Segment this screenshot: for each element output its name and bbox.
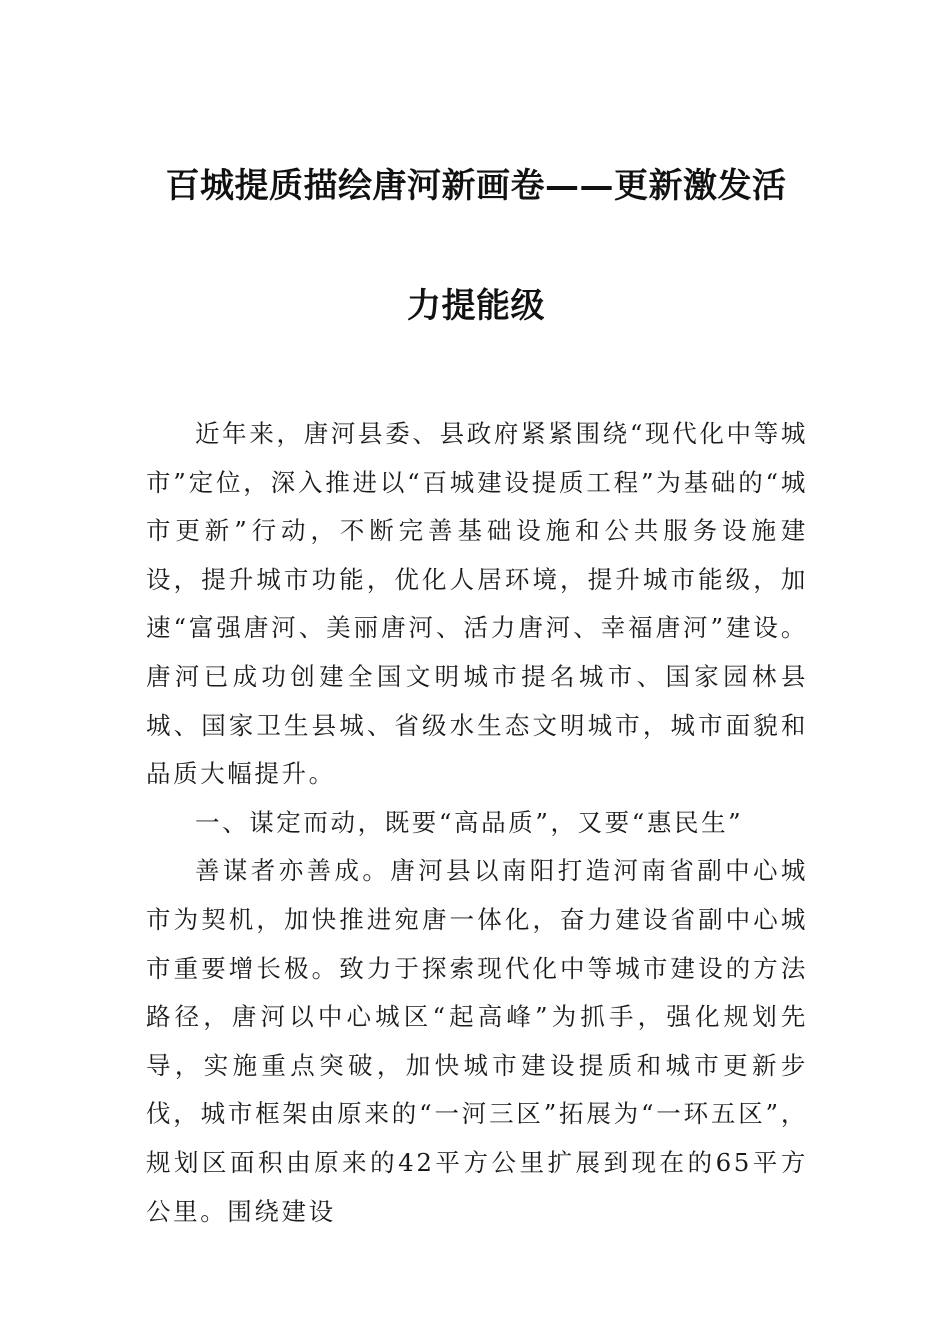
document-title-line-2: 力提能级	[407, 286, 545, 326]
section-heading-1: 一、谋定而动，既要“高品质”，又要“惠民生”	[195, 807, 744, 837]
document-body	[146, 410, 808, 1236]
document-title-line-1: 百城提质描绘唐河新画卷——更新激发活	[165, 166, 787, 206]
paragraph-section-1: 善谋者亦善成。唐河县以南阳打造河南省副中心城市为契机，加快推进宛唐一体化，奋力建设省副中心城市重要增长极。致力于探索现代化中等城市建设的方法路径，唐河以中心城区“起高峰”为抓手，强化规划先导，实施重点突破，加快城市建设提质和城市更新步伐，城市框架由原来的“一河三区”拓展为“一环五区”，规划区面积由原来的42平方公里扩展到现在的65平方公里。围绕建设	[146, 856, 808, 1226]
paragraph-intro: 近年来，唐河县委、县政府紧紧围绕“现代化中等城市”定位，深入推进以“百城建设提质工程”为基础的“城市更新”行动，不断完善基础设施和公共服务设施建设，提升城市功能，优化人居环境，提升城市能级，加速“富强唐河、美丽唐河、活力唐河、幸福唐河”建设。唐河已成功创建全国文明城市提名城市、国家园林县城、国家卫生县城、省级水生态文明城市，城市面貌和品质大幅提升。	[146, 419, 808, 789]
